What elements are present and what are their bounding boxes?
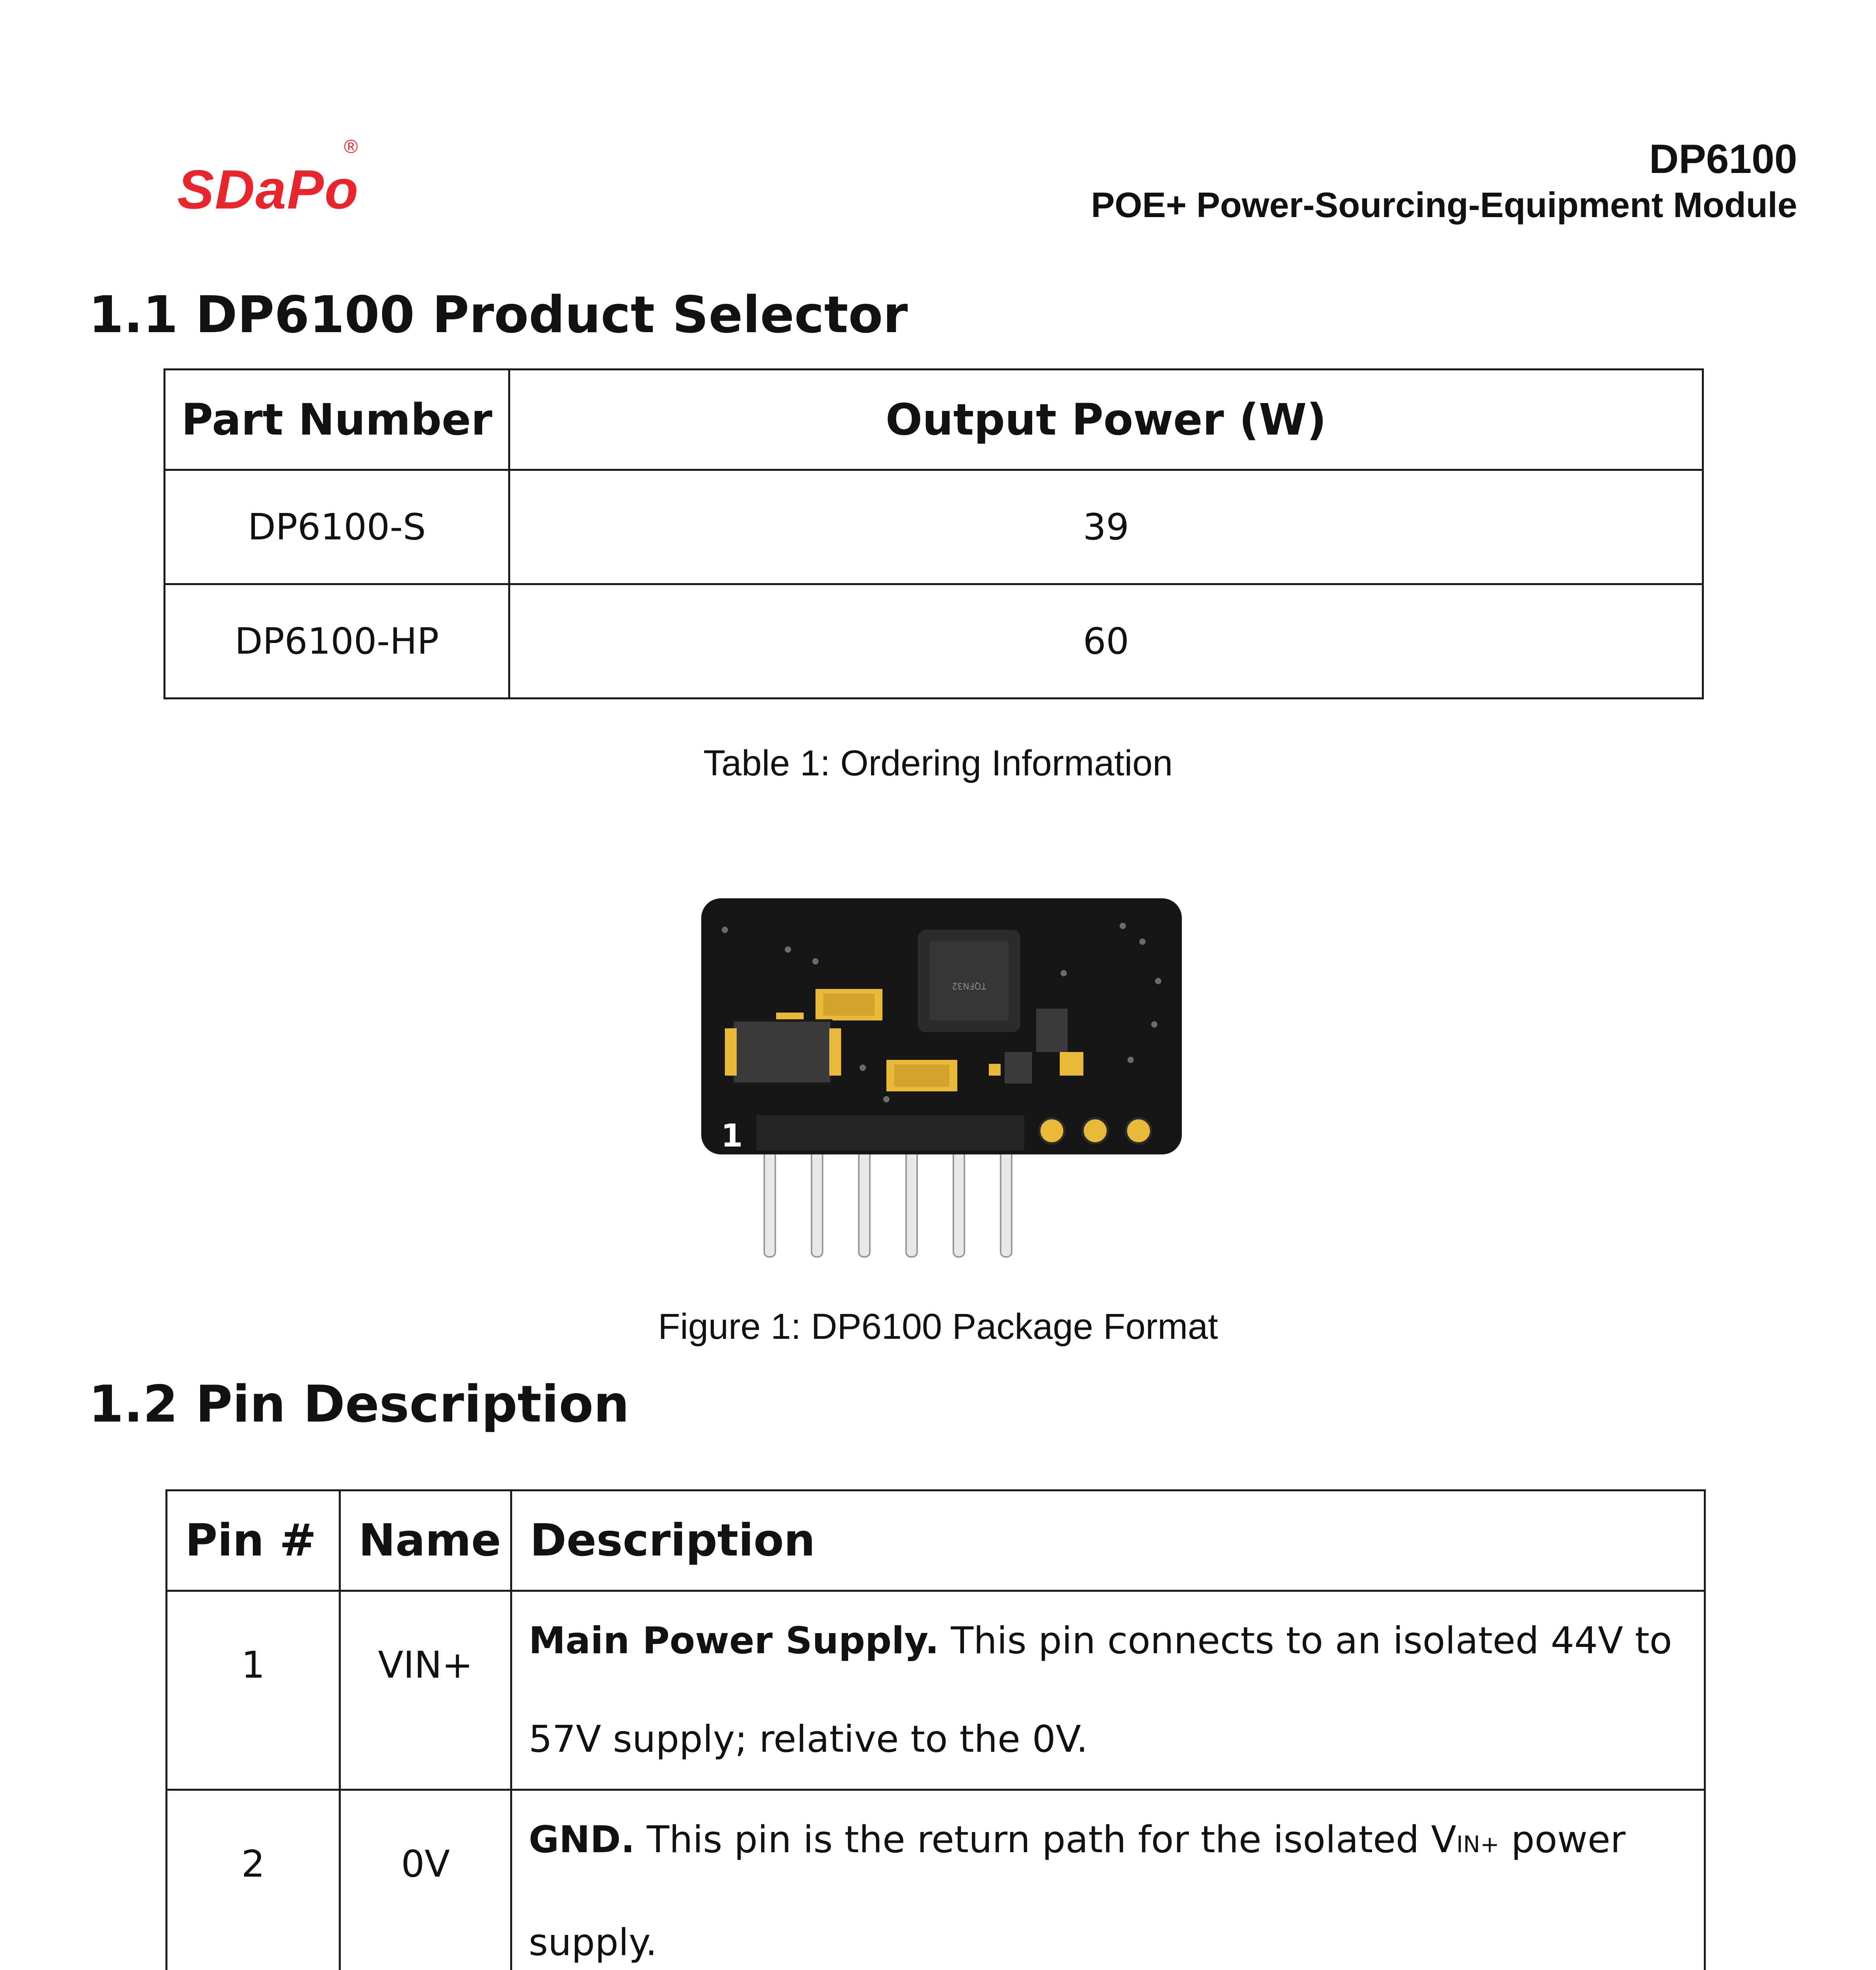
column-header: Pin #: [167, 1491, 340, 1591]
pin-description-cell: [511, 1591, 1705, 1790]
part-number-cell: DP6100-HP: [165, 584, 509, 699]
column-header: Part Number: [165, 370, 509, 470]
description-title: GND.: [529, 1818, 635, 1861]
pcb-illustration: [697, 894, 1186, 1273]
pin-name-cell: 0V: [340, 1790, 511, 1970]
svg-text:TQFN32: TQFN32: [952, 981, 986, 991]
registered-mark: ®: [344, 136, 358, 157]
pin-description-table: [165, 1489, 1706, 1970]
part-number-cell: DP6100-S: [165, 470, 509, 584]
pin-name-cell: VIN+: [340, 1591, 511, 1790]
table-row: [167, 1591, 1705, 1790]
section-title-pin-description: 1.2 Pin Description: [89, 1375, 630, 1434]
description-text: This pin is the return path for the isolated V: [635, 1818, 1456, 1861]
figure-caption: Figure 1: DP6100 Package Format: [658, 1307, 1218, 1347]
table-header-row: [167, 1491, 1705, 1591]
description-title: Main Power Supply.: [529, 1619, 939, 1662]
column-header: Name: [340, 1491, 511, 1591]
description-text: This pin connects to an isolated 44V to 57V supply; relative to the 0V.: [529, 1619, 1672, 1761]
output-power-cell: 39: [509, 470, 1703, 584]
section-title-product-selector: 1.1 DP6100 Product Selector: [89, 286, 908, 344]
table-row: [165, 470, 1703, 584]
pin-number-cell: 1: [167, 1591, 340, 1790]
table-row: [167, 1790, 1705, 1970]
column-header: Output Power (W): [509, 370, 1703, 470]
ordering-table: [163, 368, 1704, 699]
brand-logo: SDaPo: [177, 158, 359, 220]
pin1-label: 1: [721, 1117, 743, 1154]
table-caption: Table 1: Ordering Information: [703, 743, 1173, 783]
description-text: power supply.: [529, 1818, 1626, 1964]
pin-description-cell: [511, 1790, 1705, 1970]
column-header: Description: [511, 1491, 1705, 1591]
table-header-row: [165, 370, 1703, 470]
subscript-text: IN+: [1456, 1831, 1499, 1858]
header-subtitle: POE+ Power-Sourcing-Equipment Module: [1091, 186, 1797, 225]
table-row: [165, 584, 1703, 699]
header-model: DP6100: [1649, 136, 1797, 182]
module-figure: [697, 894, 1186, 1273]
output-power-cell: 60: [509, 584, 1703, 699]
pin-number-cell: 2: [167, 1790, 340, 1970]
